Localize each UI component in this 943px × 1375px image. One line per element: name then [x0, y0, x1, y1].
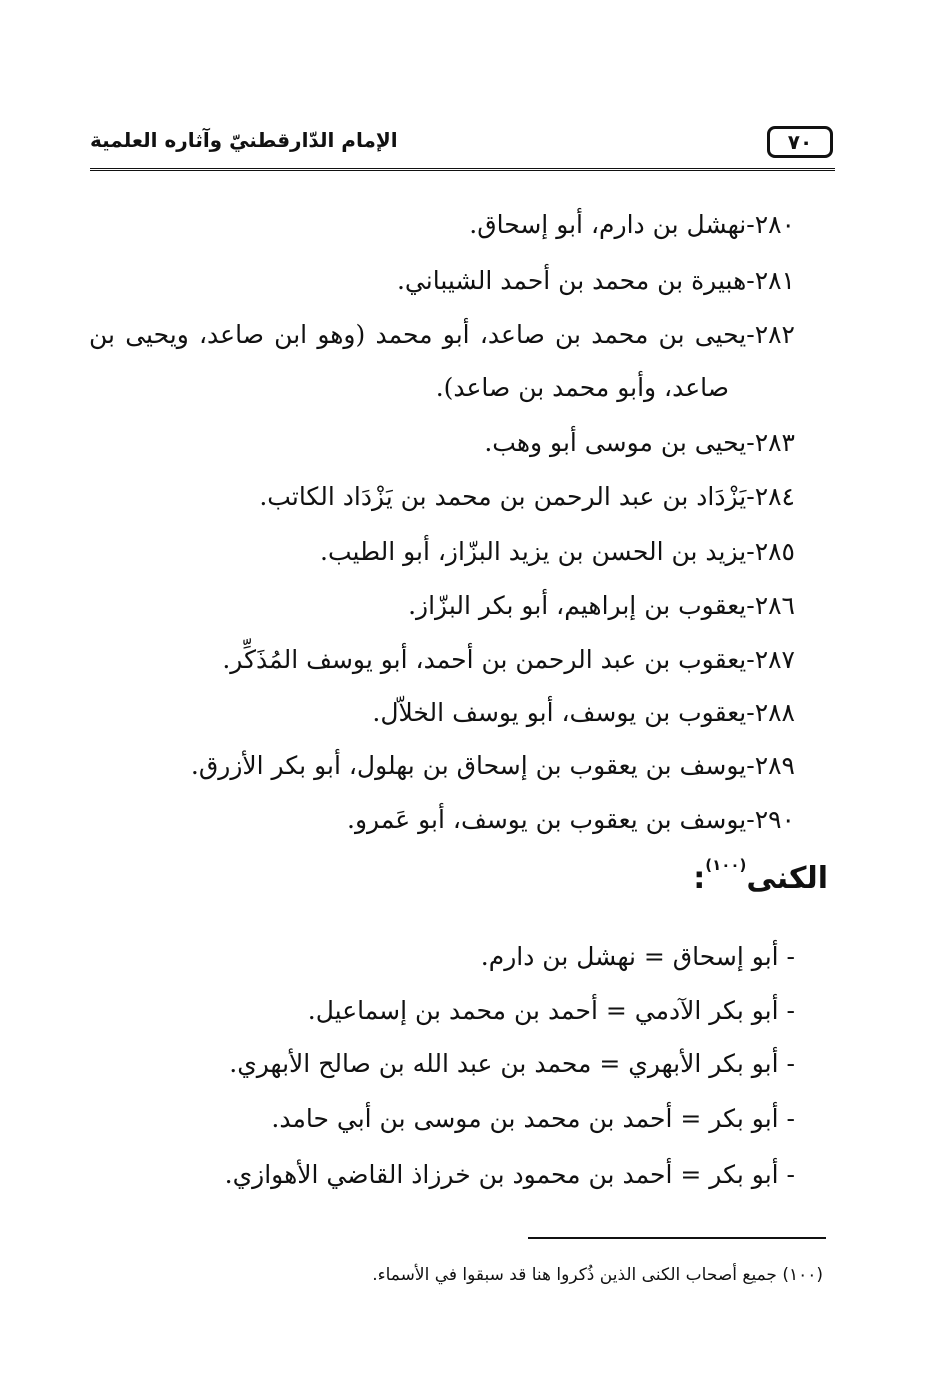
entry-281: ٢٨١-هبيرة بن محمد بن أحمد الشيباني. [396, 266, 795, 295]
footnote-separator [528, 1237, 826, 1239]
entry-287: ٢٨٧-يعقوب بن عبد الرحمن بن أحمد، أبو يوسف المُذَكِّر. [222, 645, 795, 674]
page-header [90, 128, 835, 171]
page-number: ٧٠ [767, 126, 833, 158]
kuna-item: - أبو بكر = أحمد بن محمد بن موسى بن أبي حامد. [271, 1104, 795, 1133]
entry-283: ٢٨٣-يحيى بن موسى أبو وهب. [484, 428, 795, 457]
kuna-section-heading [693, 856, 828, 896]
running-title: الإمام الدّارقطنيّ وآثاره العلمية [90, 128, 398, 152]
kuna-item: - أبو بكر الآدمي = أحمد بن محمد بن إسماعيل. [307, 996, 795, 1025]
entry-282-continuation: صاعد، وأبو محمد بن صاعد). [435, 373, 729, 402]
entry-288: ٢٨٨-يعقوب بن يوسف، أبو يوسف الخلاّل. [372, 698, 795, 727]
kuna-heading-text: الكنى [746, 861, 828, 896]
entry-282: ٢٨٢-يحيى بن محمد بن صاعد، أبو محمد (وهو ابن صاعد، ويحيى بن [89, 320, 795, 349]
kuna-item: - أبو بكر = أحمد بن محمود بن خرزاذ القاضي الأهوازي. [224, 1160, 795, 1189]
kuna-heading-colon: : [693, 861, 706, 896]
entry-280: ٢٨٠-نهشل بن دارم، أبو إسحاق. [469, 210, 795, 239]
entry-284: ٢٨٤-يَزْدَاد بن عبد الرحمن بن محمد بن يَزْدَاد الكاتب. [259, 482, 795, 511]
kuna-item: - أبو إسحاق = نهشل بن دارم. [480, 942, 795, 971]
entry-285: ٢٨٥-يزيد بن الحسن بن يزيد البزّاز، أبو الطيب. [320, 537, 795, 566]
footnote-100: (١٠٠) جميع أصحاب الكنى الذين ذُكروا هنا قد سبقوا في الأسماء. [372, 1265, 823, 1285]
kuna-item: - أبو بكر الأبهري = محمد بن عبد الله بن صالح الأبهري. [229, 1049, 795, 1078]
entry-290: ٢٩٠-يوسف بن يعقوب بن يوسف، أبو عَمرو. [347, 805, 795, 834]
entry-289: ٢٨٩-يوسف بن يعقوب بن إسحاق بن بهلول، أبو بكر الأزرق. [190, 751, 795, 780]
footnote-reference: (١٠٠) [705, 856, 747, 874]
entry-286: ٢٨٦-يعقوب بن إبراهيم، أبو بكر البزّاز. [408, 591, 795, 620]
